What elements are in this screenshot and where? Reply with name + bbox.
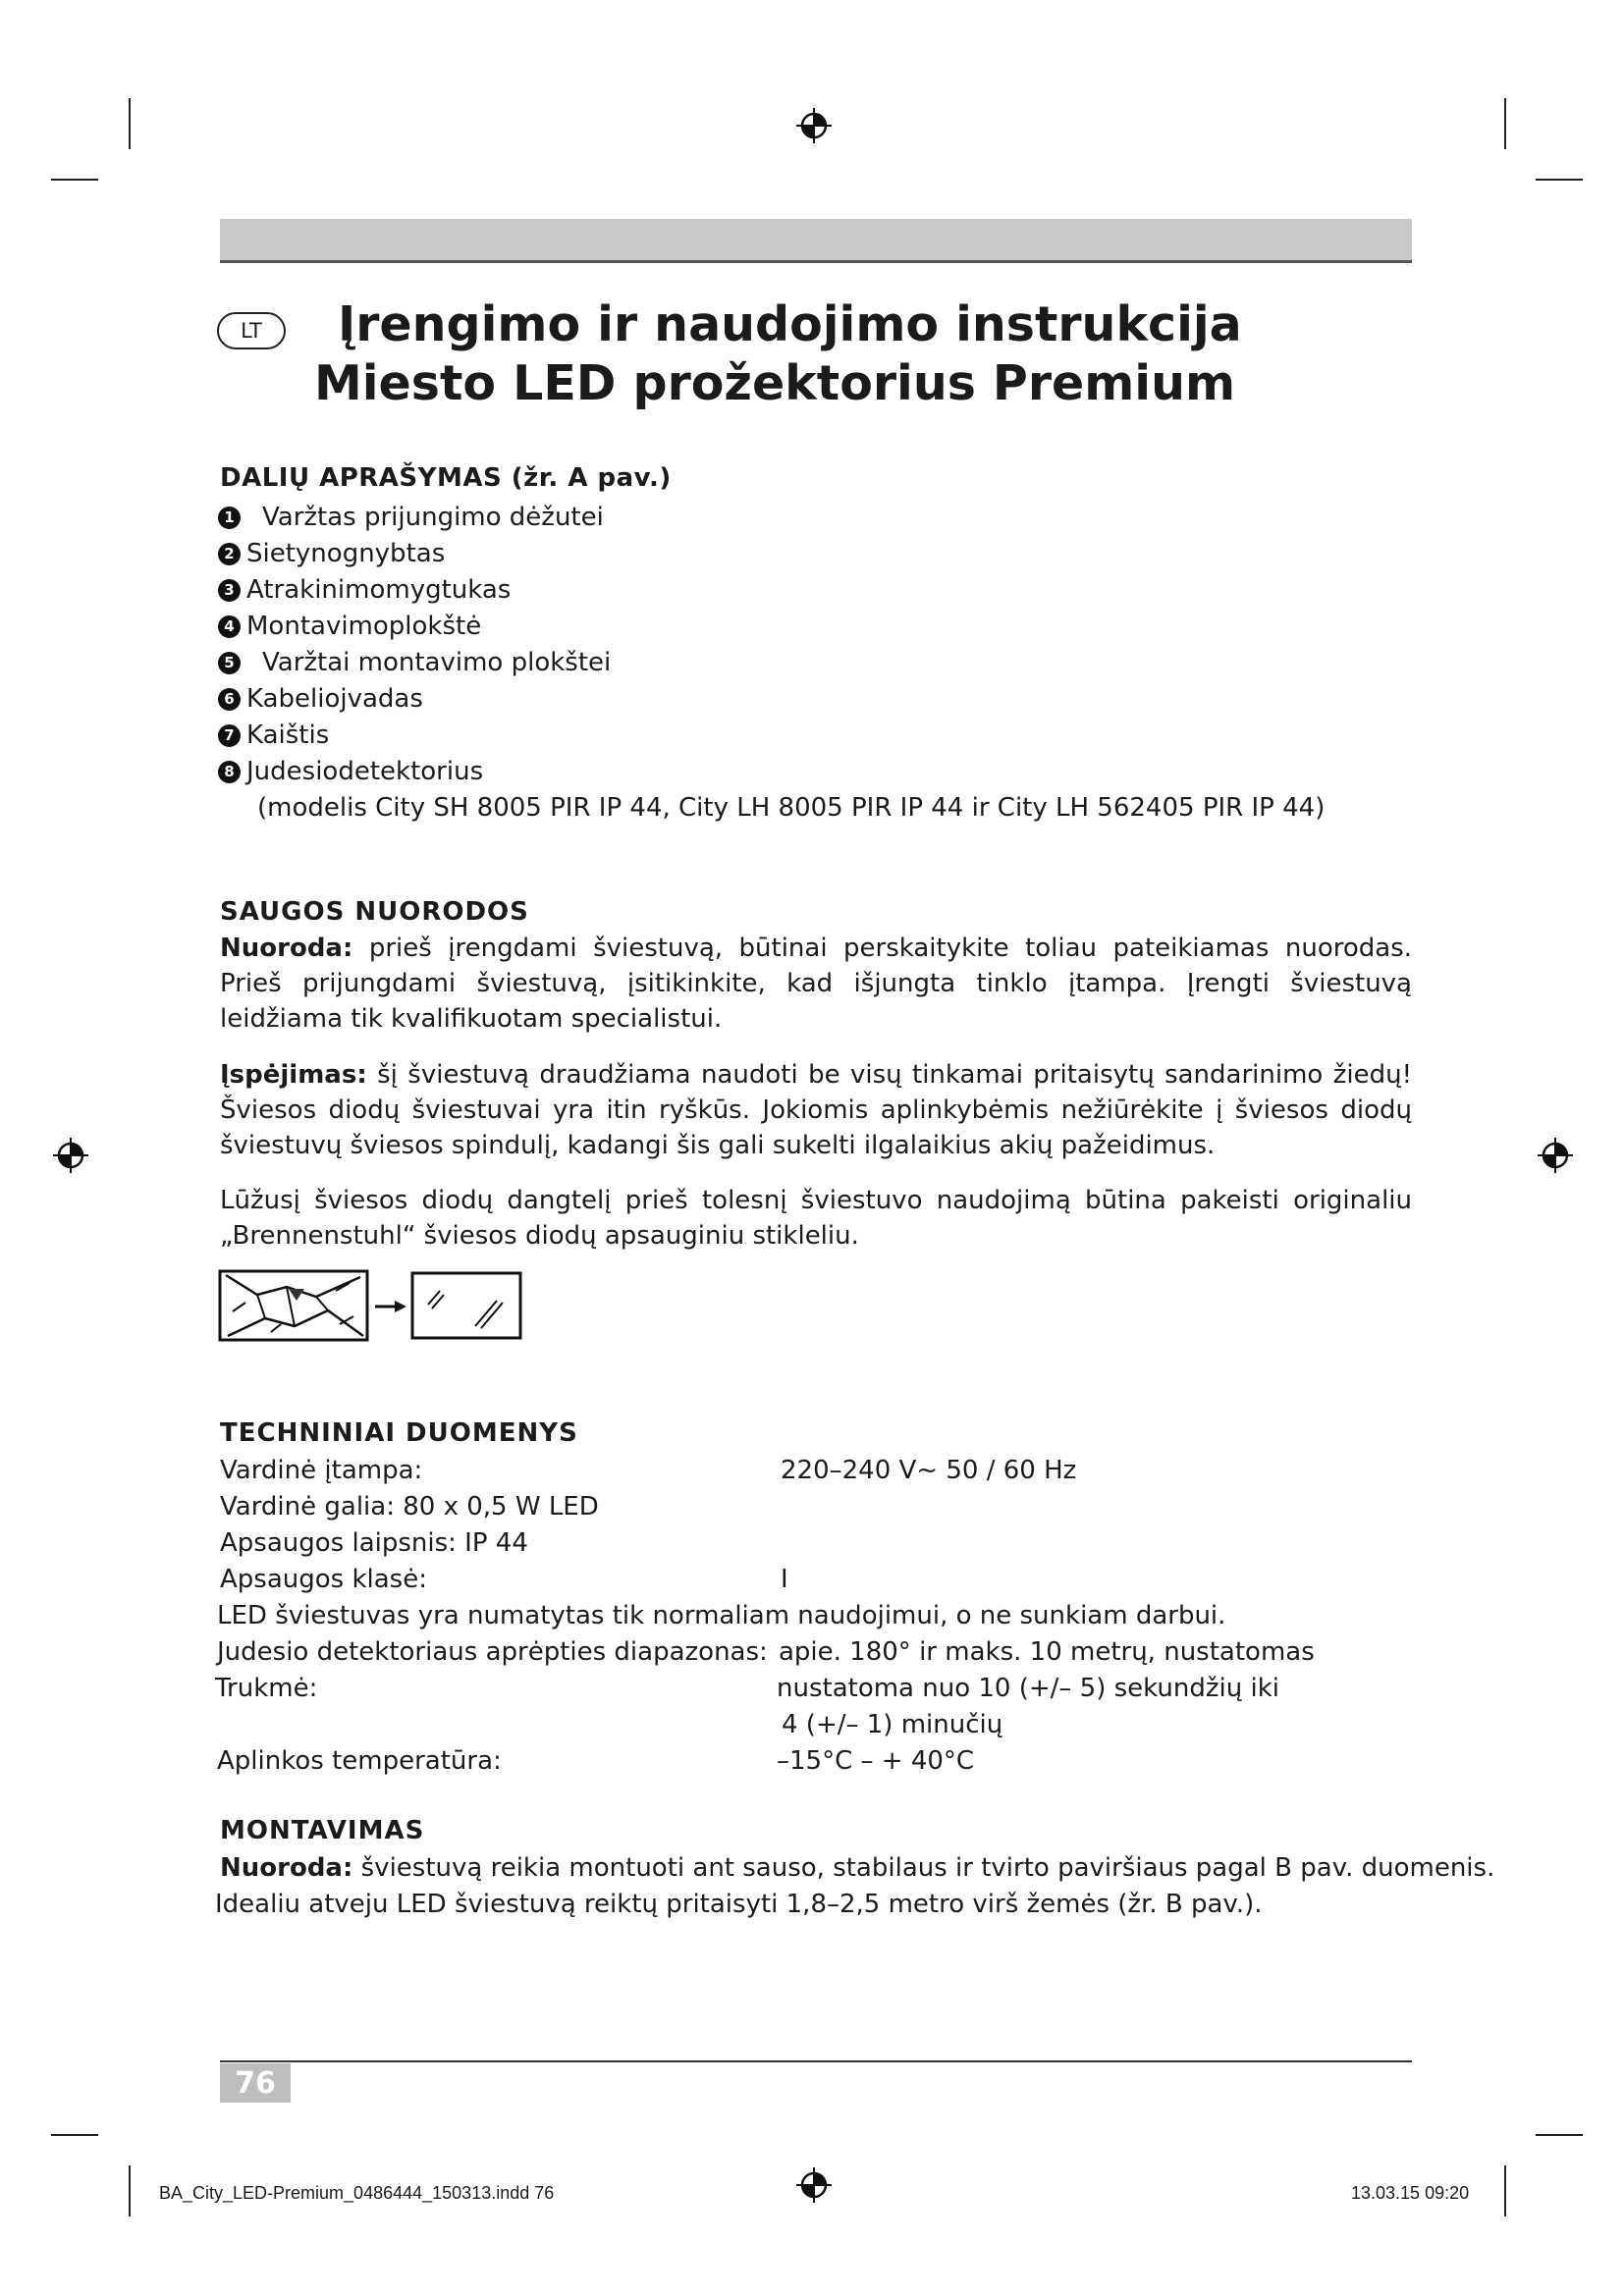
- duration-value: nustatoma nuo 10 (+/– 5) sekundžių iki: [777, 1674, 1280, 1703]
- list-item: [218, 645, 1325, 681]
- crop-mark: [129, 98, 131, 149]
- temperature-label: Aplinkos temperatūra:: [217, 1746, 502, 1776]
- list-item: [218, 718, 1325, 754]
- registration-mark-icon: [51, 1136, 90, 1175]
- page-subtitle: Miesto LED prožektorius Premium: [314, 355, 1236, 411]
- number-badge-icon: 3: [218, 579, 241, 602]
- glass-replacement-figure-icon: [218, 1267, 524, 1344]
- warning-label: Įspėjimas:: [220, 1060, 367, 1090]
- part-label: Varžtas prijungimo dėžutei: [262, 503, 604, 532]
- list-item: [218, 681, 1325, 718]
- temperature-value: –15°C – + 40°C: [777, 1746, 975, 1776]
- part-label: Atrakinimomygtukas: [246, 575, 512, 605]
- mounting-note: [220, 1850, 1494, 1887]
- crop-mark: [1504, 2165, 1506, 2216]
- warning-text: šį šviestuvą draudžiama naudoti be visų tinkamai pritaisytų sandarinimo žiedų! Šviesos diodų šviestuvai yra itin ryškūs. Jokiomis aplinkybėmis nežiūrėkite į šviesos diodų šviestuvų šviesos spindulį, kadangi šis gali sukelti ilgalaikius akių pažeidimus.: [220, 1060, 1412, 1160]
- header-band: [220, 219, 1412, 263]
- part-label: Montavimoplokštė: [246, 612, 482, 641]
- duration-label: Trukmė:: [215, 1674, 318, 1703]
- parts-heading: DALIŲ APRAŠYMAS (žr. A pav.): [220, 463, 672, 493]
- part-label: Varžtai montavimo plokštei: [262, 648, 612, 677]
- usage-line: LED šviestuvas yra numatytas tik normaliam naudojimui, o ne sunkiam darbui.: [217, 1601, 1226, 1630]
- glass-replacement-text: Lūžusį šviesos diodų dangtelį prieš tolesnį šviestuvo naudojimą būtina pakeisti originaliu „Brennenstuhl“ šviesos diodų apsauginiu stikleliu.: [220, 1186, 1412, 1251]
- crop-mark: [1536, 179, 1583, 181]
- registration-mark-icon: [1536, 1136, 1575, 1175]
- list-item: [218, 572, 1325, 609]
- number-badge-icon: 2: [218, 543, 241, 565]
- list-item: [218, 754, 1325, 790]
- language-badge: LT: [217, 312, 286, 349]
- crop-mark: [1504, 98, 1506, 149]
- power-line: Vardinė galia: 80 x 0,5 W LED: [220, 1492, 599, 1522]
- crop-mark: [51, 179, 98, 181]
- model-note: (modelis City SH 8005 PIR IP 44, City LH 8005 PIR IP 44 ir City LH 562405 PIR IP 44): [257, 793, 1326, 823]
- class-label: Apsaugos klasė:: [220, 1565, 427, 1594]
- safety-heading: SAUGOS NUORODOS: [220, 897, 529, 927]
- voltage-label: Vardinė įtampa:: [220, 1456, 423, 1485]
- range-value: apie. 180° ir maks. 10 metrų, nustatomas: [779, 1637, 1315, 1667]
- parts-list: [218, 500, 1325, 827]
- list-item: [218, 609, 1325, 645]
- number-badge-icon: 5: [218, 652, 241, 674]
- note-label: Nuoroda:: [220, 934, 353, 963]
- registration-mark-icon: [794, 2165, 834, 2205]
- number-badge-icon: 1: [218, 507, 241, 529]
- crop-mark: [129, 2165, 131, 2216]
- crop-mark: [1536, 2134, 1583, 2136]
- file-info: BA_City_LED-Premium_0486444_150313.indd 76: [159, 2183, 555, 2203]
- note-text: prieš įrengdami šviestuvą, būtinai perskaitykite toliau pateikiamas nuorodas. Prieš prijungdami šviestuvą, įsitikinkite, kad išjungta tinklo įtampa. Įrengti šviestuvą leidžiama tik kvalifikuotam specialistui.: [220, 934, 1412, 1034]
- list-item: [218, 500, 1325, 536]
- mounting-height-text: Idealiu atveju LED šviestuvą reiktų pritaisyti 1,8–2,5 metro virš žemės (žr. B pav.).: [215, 1890, 1263, 1919]
- voltage-value: 220–240 V~ 50 / 60 Hz: [781, 1456, 1077, 1485]
- part-label: Judesiodetektorius: [246, 757, 484, 786]
- duration-value-cont: 4 (+/– 1) minučių: [782, 1710, 1003, 1739]
- page-number: 76: [220, 2063, 291, 2103]
- safety-note: [220, 931, 1412, 1037]
- part-label: Kabeliojvadas: [246, 684, 423, 714]
- list-item: [218, 536, 1325, 572]
- number-badge-icon: 7: [218, 724, 241, 747]
- note-label: Nuoroda:: [220, 1853, 353, 1883]
- note-text: šviestuvą reikia montuoti ant sauso, stabilaus ir tvirto paviršiaus pagal B pav. duomenis.: [352, 1853, 1495, 1883]
- page-title: Įrengimo ir naudojimo instrukcija: [338, 296, 1242, 352]
- footer-rule: [220, 2060, 1412, 2062]
- crop-mark: [51, 2134, 98, 2136]
- ip-line: Apsaugos laipsnis: IP 44: [220, 1528, 528, 1558]
- part-label: Kaištis: [246, 721, 330, 750]
- class-value: I: [781, 1565, 788, 1594]
- registration-mark-icon: [794, 106, 834, 145]
- range-label: Judesio detektoriaus aprėpties diapazonas:: [217, 1637, 768, 1667]
- print-date: 13.03.15 09:20: [1351, 2183, 1470, 2203]
- safety-warning: [220, 1057, 1412, 1163]
- number-badge-icon: 6: [218, 688, 241, 711]
- part-label: Sietynognybtas: [246, 539, 446, 568]
- mounting-heading: MONTAVIMAS: [220, 1816, 425, 1845]
- tech-heading: TECHNINIAI DUOMENYS: [220, 1418, 578, 1448]
- number-badge-icon: 4: [218, 615, 241, 638]
- number-badge-icon: 8: [218, 761, 241, 783]
